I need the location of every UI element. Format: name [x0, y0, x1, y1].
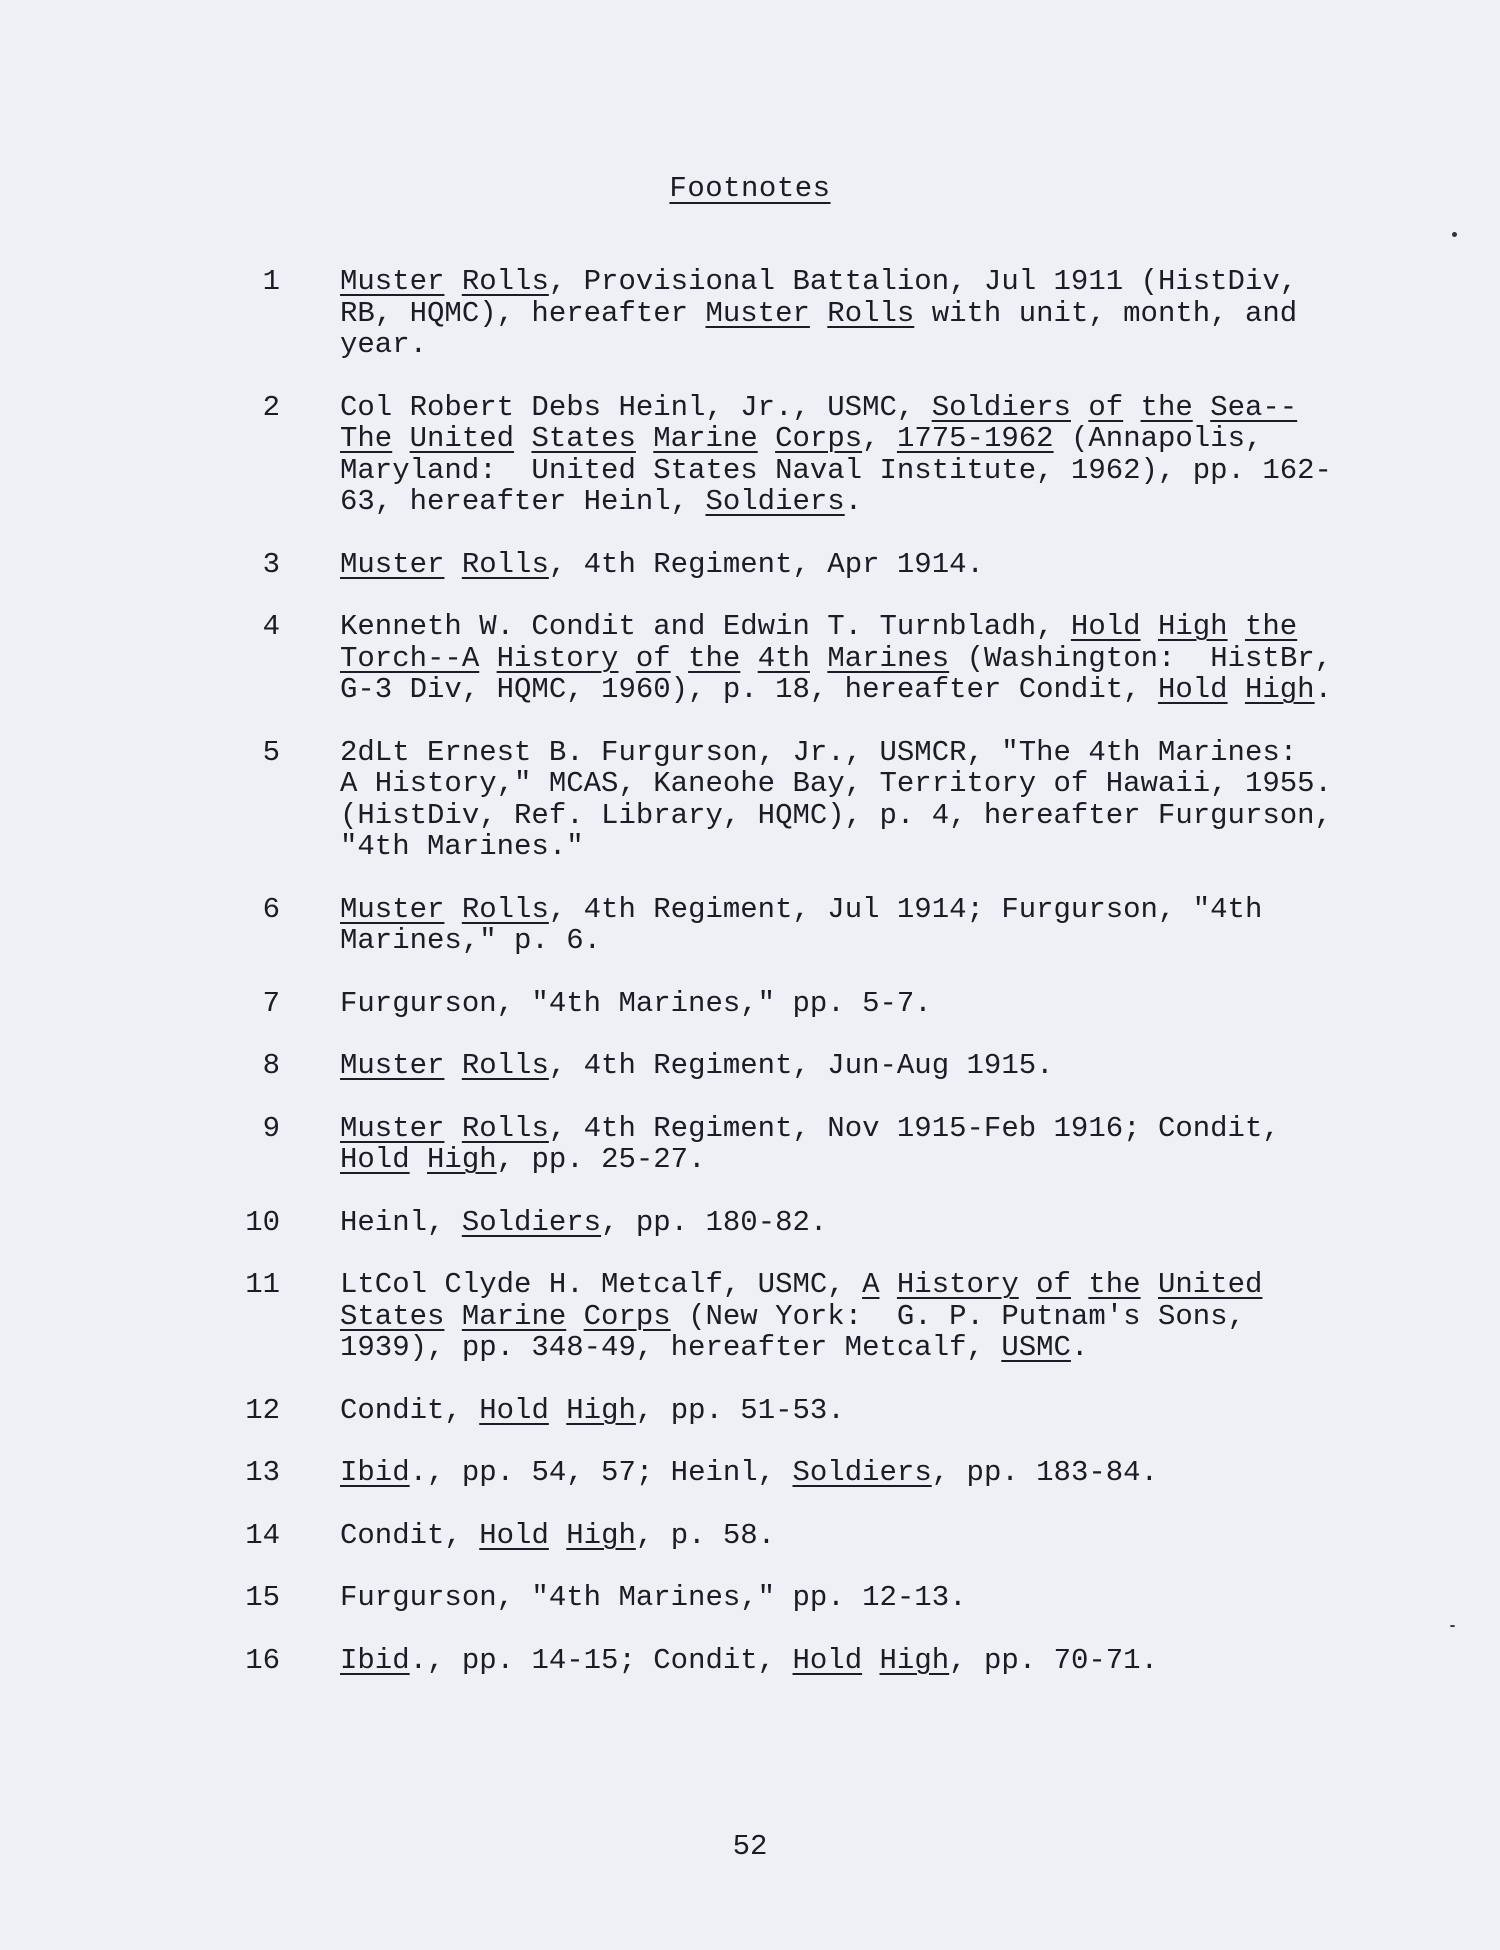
underlined-title-text: Soldiers [461, 1205, 602, 1239]
page-number: 52 [732, 1830, 768, 1863]
footnote-number-text: 7 [262, 986, 280, 1020]
underlined-title-text: Rolls [461, 892, 549, 926]
underlined-title-text: of [1088, 390, 1124, 424]
footnote-text-segment: . [844, 485, 863, 518]
footnote-text-segment [444, 548, 461, 581]
underlined-title-text: Torch--A [340, 641, 480, 675]
scan-speck [1450, 1625, 1455, 1627]
underlined-title-text: Ibid [340, 1456, 410, 1489]
footnote-text-segment [549, 1519, 566, 1552]
footnote-text-segment [444, 1049, 461, 1082]
footnote-item [190, 1582, 1340, 1614]
footnote-text-segment [810, 297, 827, 330]
underlined-title-text: High [566, 1393, 636, 1427]
underlined-title-text: Hold [1157, 673, 1228, 706]
footnote-item [190, 1269, 1340, 1364]
footnote-text-segment [1141, 1268, 1158, 1301]
underlined-title-text: High [427, 1143, 497, 1176]
footnote-text [340, 1457, 1340, 1489]
underlined-title-text: Rolls [461, 547, 549, 581]
footnote-text-segment: , pp. 180-82. [601, 1205, 828, 1239]
footnote-text [340, 611, 1340, 706]
underlined-title-text: High [1157, 610, 1228, 643]
footnote-number [190, 1582, 280, 1614]
footnote-list [190, 266, 1340, 1707]
underlined-title-text: 1775-1962 [896, 422, 1054, 455]
footnote-item [190, 988, 1340, 1020]
underlined-title-text: History [496, 641, 619, 675]
footnote-item [190, 1395, 1340, 1427]
underlined-title-text: the [1140, 390, 1193, 424]
footnote-text [340, 1582, 1340, 1614]
footnote-number-text: 8 [262, 1049, 280, 1082]
underlined-title-text: Sea-- [1210, 390, 1298, 424]
underlined-title-text: the [1088, 1268, 1141, 1301]
underlined-title-text: 4th [757, 641, 810, 675]
footnote-text-segment: (Annapolis, Maryland: United States Naval Institute, 1962), pp. 162- 63, hereafter Heinl, [340, 422, 1332, 518]
footnote-text-segment [410, 1143, 427, 1176]
footnote-text [340, 549, 1340, 581]
footnote-number [190, 1395, 280, 1427]
footnote-number-text: 5 [262, 735, 280, 769]
footnote-text [340, 392, 1340, 518]
underlined-title-text: High [566, 1518, 636, 1552]
underlined-title-text: Corps [775, 422, 863, 455]
underlined-title-text: Soldiers [792, 1456, 932, 1489]
footnote-number [190, 1645, 280, 1677]
underlined-title-text: Hold [479, 1393, 549, 1427]
underlined-title-text: Rolls [461, 1049, 549, 1082]
underlined-title-text: Soldiers [931, 390, 1071, 424]
footnote-text-segment: (Washington: HistBr, G-3 Div, HQMC, 1960), p. 18, hereafter Condit, [340, 641, 1333, 706]
footnote-text-segment: , Provisional Battalion, Jul 1911 (HistDiv, RB, HQMC), hereafter [340, 265, 1298, 330]
footnote-number [190, 737, 280, 769]
footnote-text [340, 1207, 1340, 1239]
footnote-number [190, 1457, 280, 1489]
footnote-item [190, 1113, 1340, 1176]
underlined-title-text: of [635, 641, 671, 675]
underlined-title-text: Corps [583, 1299, 671, 1333]
underlined-title-text: Rolls [827, 296, 915, 330]
footnote-text-segment: Col Robert Debs Heinl, Jr., USMC, [340, 390, 932, 424]
footnote-number-text: 16 [245, 1643, 280, 1677]
footnote-text-segment [444, 1300, 461, 1333]
underlined-title-text: Rolls [461, 265, 549, 298]
footnote-text-segment [880, 1268, 897, 1301]
footnote-text-segment: , pp. 51-53. [635, 1393, 845, 1427]
footnote-number [190, 1050, 280, 1082]
underlined-title-text: Marine [653, 422, 758, 455]
footnote-number [190, 894, 280, 926]
footnote-text-segment [1019, 1268, 1036, 1301]
underlined-title-text: Ibid [340, 1643, 410, 1677]
footnote-item [190, 1645, 1340, 1677]
footnote-text-segment: . [1070, 1331, 1089, 1364]
underlined-title-text: Marines [827, 641, 950, 675]
underlined-title-text: Muster [340, 547, 445, 581]
footnote-text-segment: ., pp. 54, 57; Heinl, [409, 1456, 793, 1489]
footnote-item [190, 1520, 1340, 1552]
footnote-text-segment [740, 642, 757, 675]
footnote-text [340, 737, 1340, 863]
footnote-text-segment: , 4th Regiment, Apr 1914. [548, 547, 984, 581]
footnote-text-segment [1193, 391, 1210, 424]
footnote-text-segment: Condit, [340, 1518, 480, 1552]
footnote-text [340, 894, 1340, 957]
underlined-title-text: States [340, 1299, 445, 1333]
underlined-title-text: Muster [340, 265, 445, 298]
footnote-number-text: 6 [262, 892, 280, 926]
footnote-text-segment: Condit, [340, 1393, 480, 1427]
footnote-text-segment: Heinl, [340, 1205, 462, 1239]
footnote-item [190, 1457, 1340, 1489]
underlined-title-text: Muster [705, 296, 810, 330]
underlined-title-text: Muster [340, 1111, 445, 1145]
footnote-number-text: 11 [245, 1268, 280, 1301]
footnote-number-text: 1 [262, 265, 280, 298]
underlined-title-text: United [1157, 1268, 1263, 1301]
footnote-text [340, 1269, 1340, 1364]
footnote-item [190, 894, 1340, 957]
footnote-text-segment [566, 1300, 583, 1333]
footnote-text-segment: 2dLt Ernest B. Furgurson, Jr., USMCR, "The 4th Marines: A History," MCAS, Kaneohe Bay, Territory of Hawaii, 1955. (HistDiv, Ref. Library, HQMC), p. 4, hereafter Furgurson, "4th Marines." [340, 735, 1332, 863]
footnote-number [190, 1207, 280, 1239]
footnote-number [190, 1520, 280, 1552]
footnote-text [340, 266, 1340, 361]
footnote-text-segment [618, 642, 635, 675]
underlined-title-text: The [340, 422, 393, 455]
footnote-text-segment [444, 1112, 461, 1145]
footnote-number-text: 14 [245, 1518, 280, 1552]
underlined-title-text: States [531, 422, 636, 455]
underlined-title-text: the [688, 641, 741, 675]
underlined-title-text: Soldiers [705, 485, 845, 518]
footnote-text-segment [1071, 1268, 1088, 1301]
footnote-text-segment: . [1314, 673, 1332, 706]
underlined-title-text: Hold [792, 1643, 863, 1677]
underlined-title-text: Hold [1070, 610, 1141, 643]
footnote-number-text: 2 [262, 390, 280, 424]
underlined-title-text: Hold [340, 1143, 410, 1176]
footnote-text-segment [392, 422, 409, 455]
footnote-text-segment [810, 642, 827, 675]
footnote-item [190, 611, 1340, 706]
footnote-text-segment: ., pp. 14-15; Condit, [409, 1643, 793, 1677]
underlined-title-text: History [896, 1268, 1019, 1301]
footnote-text-segment: Furgurson, "4th Marines," pp. 12-13. [340, 1581, 967, 1614]
scan-speck [1452, 232, 1457, 237]
underlined-title-text: USMC [1001, 1331, 1071, 1364]
footnote-text [340, 1113, 1340, 1176]
underlined-title-text: High [1244, 673, 1315, 706]
footnote-text-segment [862, 1644, 879, 1677]
footnote-text-segment [1123, 391, 1140, 424]
footnote-text [340, 988, 1340, 1020]
footnote-number-text: 4 [262, 610, 280, 643]
underlined-title-text: Muster [340, 892, 445, 926]
footnote-number-text: 15 [245, 1581, 280, 1614]
footnote-number [190, 549, 280, 581]
footnote-text-segment [636, 422, 653, 455]
footnote-text [340, 1050, 1340, 1082]
footnote-text-segment [758, 422, 775, 455]
footnote-text-segment: , 4th Regiment, Nov 1915-Feb 1916; Condit, [548, 1111, 1280, 1145]
footnote-item [190, 1207, 1340, 1239]
footnote-text-segment: , pp. 183-84. [931, 1456, 1158, 1489]
footnote-item [190, 737, 1340, 863]
underlined-title-text: High [879, 1643, 950, 1677]
footnote-text-segment [444, 265, 461, 298]
underlined-title-text: Marine [461, 1299, 567, 1333]
footnote-text-segment [444, 893, 461, 926]
underlined-title-text: Rolls [461, 1111, 549, 1145]
page-title [0, 172, 1500, 205]
footnote-item [190, 266, 1340, 361]
footnote-text-segment [1228, 610, 1245, 643]
footnote-text [340, 1520, 1340, 1552]
underlined-title-text: the [1244, 610, 1298, 643]
footnote-number-text: 13 [245, 1456, 280, 1489]
footnote-text-segment [479, 642, 496, 675]
footnote-text-segment: , 4th Regiment, Jul 1914; Furgurson, "4th Marines," p. 6. [340, 892, 1263, 957]
footnote-text-segment: , pp. 25-27. [496, 1143, 706, 1176]
footnote-number [190, 1269, 280, 1301]
footnote-text-segment: Furgurson, "4th Marines," pp. 5-7. [340, 986, 932, 1020]
footnote-text-segment: , [862, 422, 897, 455]
footnote-number-text: 3 [262, 547, 280, 581]
footnote-number-text: 10 [245, 1205, 280, 1239]
footnote-text-segment [671, 642, 688, 675]
footnote-text-segment: , p. 58. [635, 1518, 776, 1552]
footnote-item [190, 1050, 1340, 1082]
footnote-text [340, 1645, 1340, 1677]
footnote-number [190, 392, 280, 424]
footnote-item [190, 392, 1340, 518]
footnote-text [340, 1395, 1340, 1427]
footnote-text-segment [1141, 610, 1158, 643]
footnote-number [190, 1113, 280, 1145]
underlined-title-text: Muster [340, 1049, 445, 1082]
footnote-number [190, 611, 280, 643]
footnote-text-segment [1228, 673, 1245, 706]
footnote-text-segment: , pp. 70-71. [949, 1643, 1158, 1677]
footnote-text-segment [1071, 391, 1088, 424]
footnote-text-segment: Kenneth W. Condit and Edwin T. Turnbladh, [340, 610, 1071, 643]
title-text: Footnotes [669, 172, 831, 205]
footnote-number [190, 988, 280, 1020]
footnote-text-segment: with unit, month, and year. [340, 296, 1298, 361]
footnote-number-text: 12 [245, 1393, 280, 1427]
underlined-title-text: United [409, 422, 515, 455]
footnote-text-segment: , 4th Regiment, Jun-Aug 1915. [548, 1049, 1054, 1082]
footnote-text-segment: LtCol Clyde H. Metcalf, USMC, [340, 1268, 863, 1301]
footnote-text-segment: (New York: G. P. Putnam's Sons, 1939), pp. 348-49, hereafter Metcalf, [340, 1299, 1245, 1364]
footnote-number [190, 266, 280, 298]
footnote-text-segment [514, 422, 531, 455]
footnote-text-segment [549, 1394, 566, 1427]
underlined-title-text: of [1036, 1268, 1071, 1301]
footnote-item [190, 549, 1340, 581]
underlined-title-text: Hold [479, 1518, 549, 1552]
footnote-number-text: 9 [262, 1111, 280, 1145]
underlined-title-text: A [862, 1268, 880, 1301]
